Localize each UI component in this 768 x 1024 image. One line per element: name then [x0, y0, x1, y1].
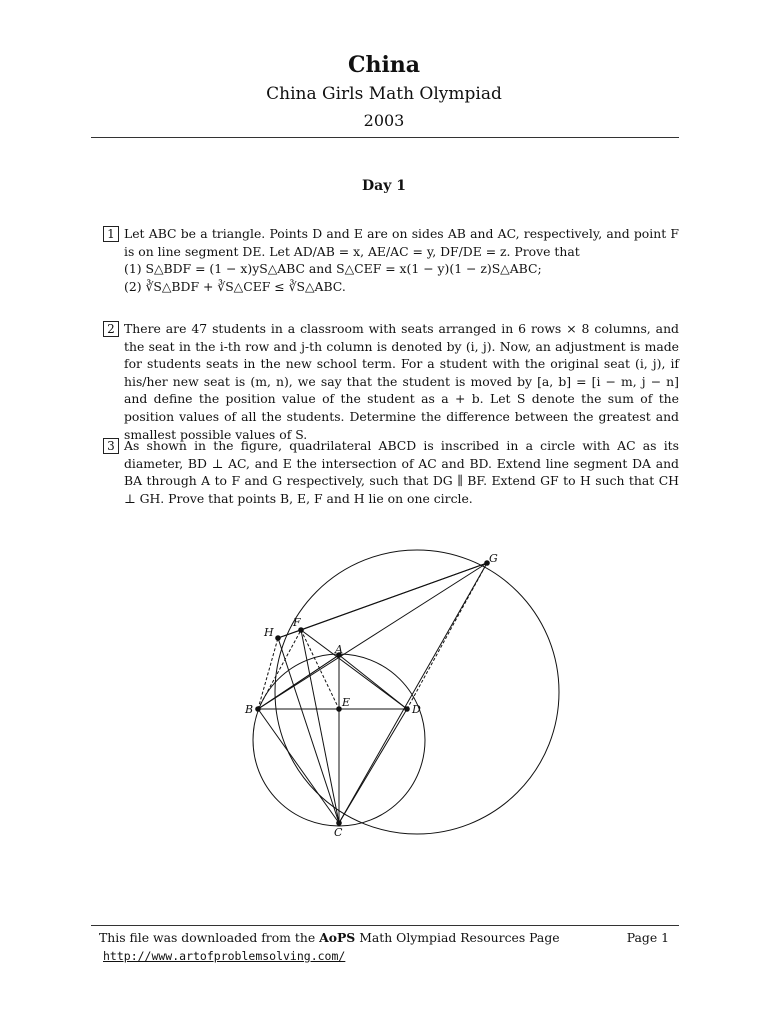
- point-d: [404, 706, 410, 712]
- problem-text: Let ABC be a triangle. Points D and E are on sides AB and AC, respectively, and point F is on line segment DE. Let AD/AB = x, AE/AC = y, DF/DE = z. Prove that: [124, 226, 679, 259]
- problem-part-2: (2) ∛S△BDF + ∛S△CEF ≤ ∛S△ABC.: [124, 278, 346, 294]
- problem-1: [103, 225, 679, 295]
- label-g: G: [489, 552, 498, 565]
- footer-source: [99, 929, 560, 947]
- country-title: China: [347, 52, 421, 78]
- point-b: [255, 706, 261, 712]
- contest-title: China Girls Math Olympiad: [266, 84, 502, 104]
- label-b: B: [245, 703, 254, 716]
- header-rule: [91, 137, 679, 138]
- label-a: A: [335, 643, 343, 656]
- footer-rule: [91, 925, 679, 926]
- footer-source-suffix: Math Olympiad Resources Page: [355, 930, 560, 945]
- segment-bg: [258, 563, 487, 709]
- problem-part-1: (1) S△BDF = (1 − x)yS△ABC and S△CEF = x(1 − y)(1 − z)S△ABC;: [124, 261, 542, 277]
- dashed-dg: [407, 563, 487, 709]
- contest-year: 2003: [363, 111, 405, 130]
- segment-bc: [258, 709, 339, 823]
- label-c: C: [334, 826, 343, 839]
- footer-brand: AoPS: [319, 930, 356, 945]
- problem-text: There are 47 students in a classroom with seats arranged in 6 rows × 8 columns, and the seat in the i-th row and j-th column is denoted by (i, j). Now, an adjustment is made for students seats in the new school term. For a student with the original seat (i, j), if his/her new seat is (m, n), we say that the student is moved by [a, b] = [i − m, j − n] and define the position value of the student as a + b. Let S denote the sum of the position values of all the students. Determine the difference between the greatest and smallest possible values of S.: [124, 321, 679, 442]
- point-e: [336, 706, 342, 712]
- point-h: [275, 635, 281, 641]
- footer-source-prefix: This file was downloaded from the: [99, 930, 320, 945]
- label-f: F: [293, 616, 301, 629]
- problem-3: [103, 437, 679, 507]
- day-title: Day 1: [362, 178, 406, 194]
- page-header: [0, 52, 768, 132]
- label-h: H: [264, 626, 274, 639]
- problem-number: 2: [103, 321, 119, 337]
- footer-url-link[interactable]: http://www.artofproblemsolving.com/: [103, 949, 346, 963]
- problem-number: 1: [103, 226, 119, 242]
- problem-number: 3: [103, 438, 119, 454]
- large-circle: [275, 550, 559, 834]
- problem-text: As shown in the figure, quadrilateral ABCD is inscribed in a circle with AC as its diameter, BD ⊥ AC, and E the intersection of AC and BD. Extend line segment DA and BA through A to F and G respectively, such that DG ∥ BF. Extend GF to H such that CH ⊥ GH. Prove that points B, E, F and H lie on one circle.: [124, 438, 679, 506]
- label-e: E: [342, 696, 351, 709]
- page-number: Page 1: [626, 930, 669, 945]
- problem-2: [103, 320, 679, 443]
- label-d: D: [412, 703, 421, 716]
- segment-fg: [301, 563, 487, 630]
- geometry-figure: [230, 540, 570, 840]
- point-c: [336, 820, 342, 826]
